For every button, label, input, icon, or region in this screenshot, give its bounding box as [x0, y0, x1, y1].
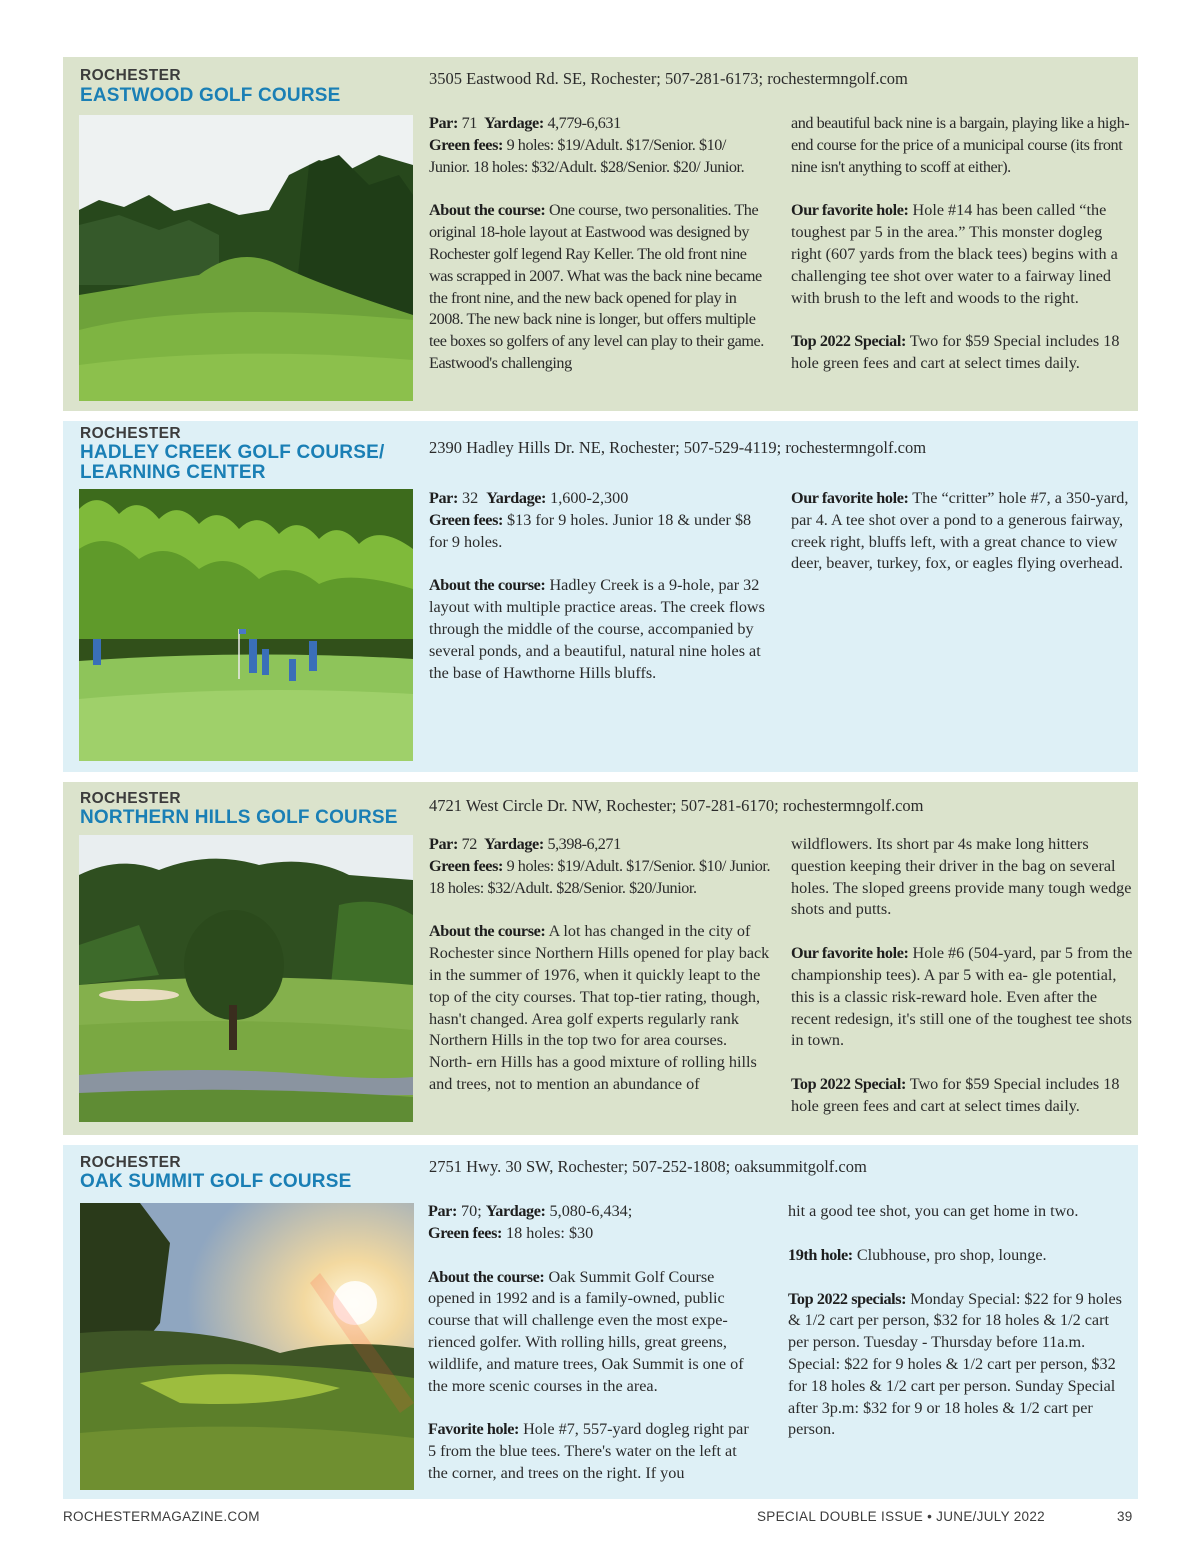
course-city: ROCHESTER	[80, 67, 181, 84]
nineteenth-hole-paragraph	[788, 1245, 1128, 1267]
course-address: 3505 Eastwood Rd. SE, Rochester; 507-281-6173; rochestermngolf.com	[429, 69, 908, 88]
about-continued: and beautiful back nine is a bargain, playing like a high-end course for the price of a municipal course (its front nine isn't anything to scoff at either).	[791, 114, 1130, 176]
special-paragraph	[791, 331, 1133, 375]
green-fees-value: 18 holes: $30	[506, 1223, 594, 1242]
par-label: Par:	[429, 114, 458, 132]
footer-issue: SPECIAL DOUBLE ISSUE • JUNE/JULY 2022	[757, 1509, 1045, 1524]
course-name-line1: HADLEY CREEK GOLF COURSE/	[80, 442, 385, 463]
footer-site: ROCHESTERMAGAZINE.COM	[63, 1509, 260, 1524]
course-city: ROCHESTER	[80, 425, 181, 442]
favorite-hole-text: Hole #14 has been called “the toughest par 5 in the area.” This monster dogleg right (607 yards from the black tees) begins with a challenging tee shot over water to a fairway lined with brush to the left and woods to the right.	[791, 201, 1118, 307]
course-oak-summit	[63, 1145, 1138, 1499]
yardage-value: 5,398-6,271	[547, 835, 621, 853]
about-continued: wildflowers. Its short par 4s make long hitters question keeping their driver in the bag on several holes. The sloped greens provide many tough wedge shots and putts.	[791, 835, 1132, 919]
favorite-hole-label: Our favorite hole:	[791, 489, 909, 507]
green-fees-value: $13 for 9 holes. Junior 18 & under $8 for 9 holes.	[429, 510, 752, 551]
about-text: A lot has changed in the city of Rochester since Northern Hills opened for play back in the summer of 1976, when it quickly leapt to the top of the city courses. That top-tier rating, though, hasn't changed. Area golf experts regularly rank Northern Hills in the top two for area courses. North- ern Hills has a good mixture of rolling hills and trees, not to mention an abundance of	[429, 922, 770, 1093]
yardage-label: Yardage:	[484, 114, 544, 132]
favorite-hole-continued: hit a good tee shot, you can get home in two.	[788, 1202, 1079, 1220]
about-text: One course, two personalities. The original 18-hole layout at Eastwood was designed by Rochester golf legend Ray Keller. The old front nine was scrapped in 2007. What was the back nine became the front nine, and the new back opened for play in 2008. The new back nine is longer, but offers multiple tee boxes so golfers of any level can play to their game. Eastwood's challenging	[429, 201, 764, 372]
about-text: Oak Summit Golf Course opened in 1992 and is a family-owned, public course that will challenge even the most expe- rienced golfer. With rolling hills, great greens, wildlife, and mature trees, Oak Summit is one of the more scenic courses in the area.	[428, 1267, 744, 1395]
favorite-hole-paragraph	[791, 200, 1133, 309]
course-city: ROCHESTER	[80, 790, 181, 807]
yardage-label: Yardage:	[486, 489, 547, 507]
favorite-hole-paragraph	[791, 488, 1133, 575]
par-label: Par:	[429, 835, 458, 853]
yardage-value: 4,779-6,631	[547, 114, 621, 132]
about-paragraph	[429, 200, 769, 374]
special-label: Top 2022 Special:	[791, 1075, 906, 1094]
course-details-left	[429, 834, 771, 1096]
course-details-right	[791, 834, 1133, 1118]
about-paragraph	[428, 1267, 760, 1398]
course-details-right	[791, 113, 1133, 375]
favorite-hole-label: Our favorite hole:	[791, 944, 909, 963]
course-eastwood	[63, 57, 1138, 411]
special-paragraph	[791, 1074, 1133, 1118]
par-value: 32	[462, 489, 479, 507]
special-label: Top 2022 Special:	[791, 332, 906, 351]
course-photo	[79, 115, 413, 401]
course-stats	[429, 113, 769, 178]
course-address: 4721 West Circle Dr. NW, Rochester; 507-281-6170; rochestermngolf.com	[429, 796, 924, 815]
favorite-hole-text: The “critter” hole #7, a 350-yard, par 4. A tee shot over a pond to a generous fairway, creek right, bluffs left, with a great chance to view deer, beaver, turkey, fox, or eagles flying overhead.	[791, 489, 1129, 573]
green-fees-value: 9 holes: $19/Adult. $17/Senior. $10/ Junior. 18 holes: $32/Adult. $28/Senior. $20/Junior.	[429, 856, 771, 897]
favorite-hole-label: Favorite hole:	[428, 1420, 520, 1439]
par-value: 70;	[461, 1202, 482, 1220]
course-name: EASTWOOD GOLF COURSE	[80, 85, 341, 106]
about-paragraph	[429, 921, 771, 1095]
course-name: NORTHERN HILLS GOLF COURSE	[80, 807, 398, 828]
favorite-hole-paragraph	[791, 943, 1133, 1052]
about-text: Hadley Creek is a 9-hole, par 32 layout with multiple practice areas. The creek flows through the middle of the course, accompanied by several ponds, and a beautiful, natural nine holes at the base of Hawthorne Hills bluffs.	[429, 576, 765, 682]
yardage-value: 5,080-6,434;	[549, 1202, 633, 1220]
about-label: About the course:	[429, 201, 546, 220]
course-details-right	[791, 488, 1133, 575]
course-city: ROCHESTER	[80, 1154, 181, 1171]
favorite-hole-paragraph	[428, 1419, 760, 1484]
course-photo	[79, 835, 413, 1122]
green-fees-label: Green fees:	[429, 510, 503, 529]
course-details-left	[429, 488, 769, 684]
course-details-left	[428, 1201, 760, 1485]
special-paragraph	[788, 1289, 1128, 1442]
course-name: OAK SUMMIT GOLF COURSE	[80, 1171, 352, 1192]
nineteenth-hole-text: Clubhouse, pro shop, lounge.	[856, 1245, 1047, 1264]
course-hadley-creek	[63, 421, 1138, 772]
course-details-left	[429, 113, 769, 375]
yardage-value: 1,600-2,300	[550, 489, 629, 507]
course-address: 2390 Hadley Hills Dr. NE, Rochester; 507-529-4119; rochestermngolf.com	[429, 438, 927, 457]
about-label: About the course:	[428, 1267, 545, 1286]
green-fees-label: Green fees:	[429, 135, 503, 154]
par-value: 72	[461, 835, 477, 853]
course-stats	[429, 488, 769, 553]
course-northern-hills	[63, 782, 1138, 1135]
favorite-hole-label: Our favorite hole:	[791, 201, 909, 220]
special-label: Top 2022 specials:	[788, 1289, 907, 1308]
course-name-line2: LEARNING CENTER	[80, 462, 266, 483]
page-number: 39	[1117, 1509, 1133, 1524]
green-fees-label: Green fees:	[429, 856, 503, 875]
yardage-label: Yardage:	[484, 835, 544, 853]
about-label: About the course:	[429, 576, 546, 595]
course-details-right	[788, 1201, 1128, 1441]
favorite-hole-text: Hole #7, 557-yard dogleg right par 5 from the blue tees. There's water on the left at the corner, and trees on the right. If you	[428, 1420, 749, 1482]
special-text: Two for $59 Special includes 18 hole green fees and cart at select times daily.	[791, 332, 1120, 373]
about-label: About the course:	[429, 922, 546, 941]
course-photo	[79, 489, 413, 761]
about-paragraph	[429, 575, 769, 684]
par-label: Par:	[428, 1202, 457, 1220]
course-stats	[428, 1201, 760, 1245]
nineteenth-hole-label: 19th hole:	[788, 1245, 853, 1264]
par-label: Par:	[429, 489, 458, 507]
special-text: Two for $59 Special includes 18 hole green fees and cart at select times daily.	[791, 1075, 1120, 1115]
green-fees-label: Green fees:	[428, 1223, 502, 1242]
favorite-hole-text: Hole #6 (504-yard, par 5 from the championship tees). A par 5 with ea- gle potential, this is a classic risk-reward hole. Even after the recent redesign, it's still one of the toughest tee shots in town.	[791, 944, 1133, 1050]
course-stats	[429, 834, 771, 899]
par-value: 71	[461, 114, 477, 132]
special-text: Monday Special: $22 for 9 holes & 1/2 cart per person, $32 for 18 holes & 1/2 cart per person. Tuesday - Thursday before 11a.m. Special: $22 for 9 holes & 1/2 cart per person, $32 for 18 holes & 1/2 cart per person. Sunday Special after 3p.m: $32 for 9 or 18 holes & 1/2 cart per person.	[788, 1289, 1122, 1439]
green-fees-value: 9 holes: $19/Adult. $17/Senior. $10/ Junior. 18 holes: $32/Adult. $28/Senior. $20/ Junior.	[429, 135, 745, 176]
course-photo	[80, 1203, 414, 1490]
yardage-label: Yardage:	[485, 1202, 546, 1220]
course-address: 2751 Hwy. 30 SW, Rochester; 507-252-1808; oaksummitgolf.com	[429, 1157, 867, 1176]
